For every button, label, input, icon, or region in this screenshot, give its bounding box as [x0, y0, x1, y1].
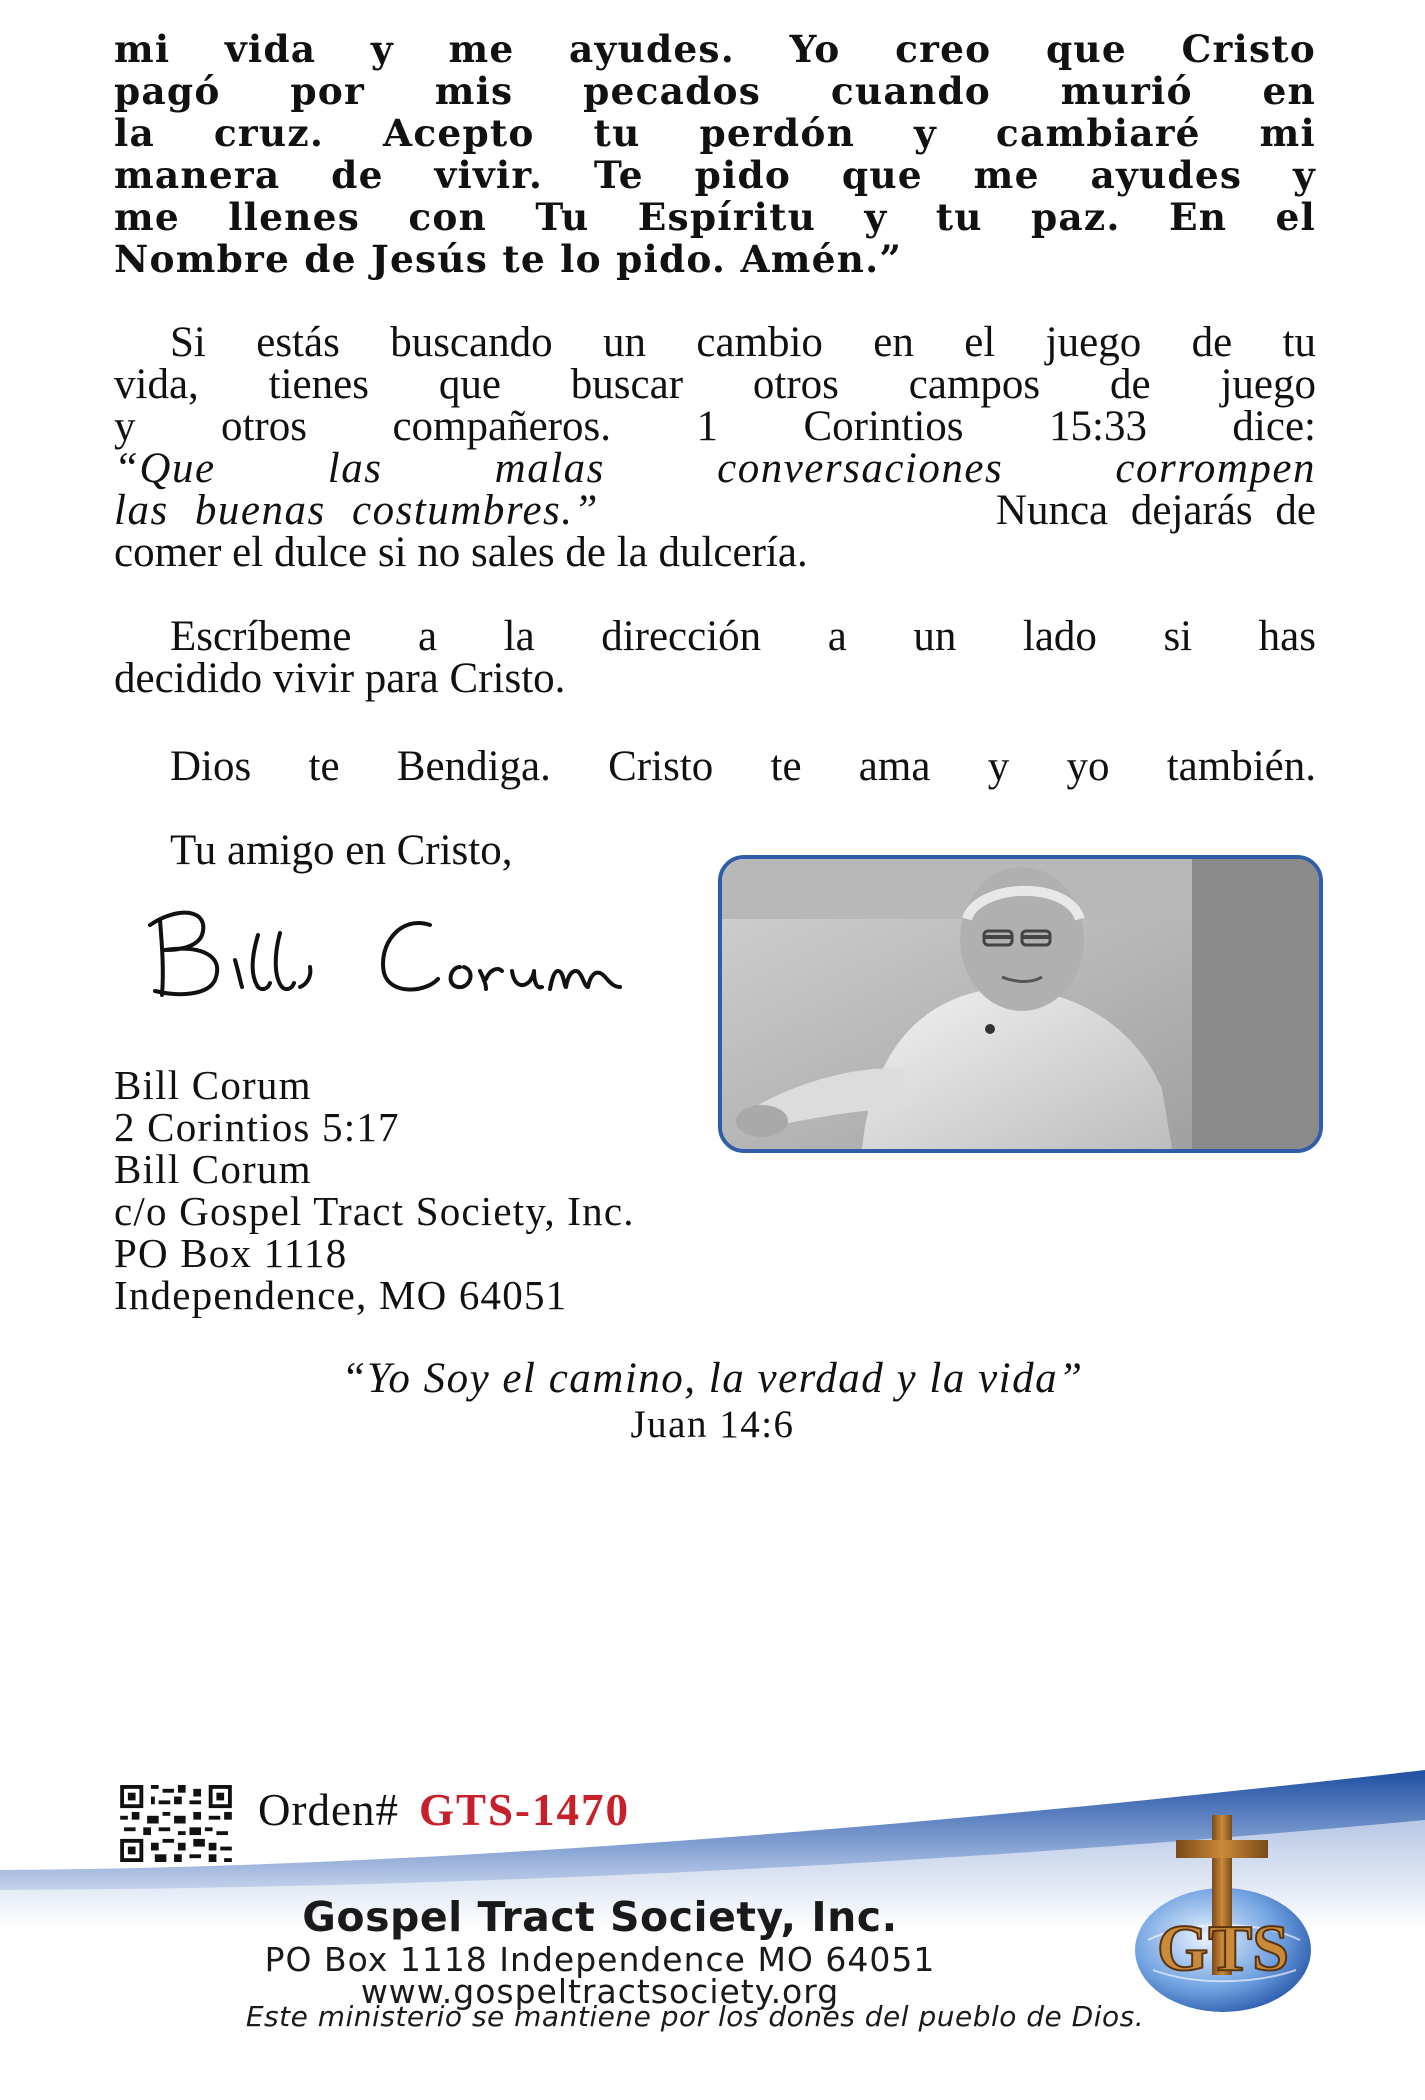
paragraph-line: Escríbeme a la dirección a un lado si has: [170, 613, 1316, 660]
footer-tagline: Este ministerio se mantiene por los dones del pueblo de Dios.: [245, 2000, 1145, 2033]
paragraph-line: Si estás buscando un cambio en el juego de tu: [170, 319, 1316, 366]
paragraph-write-me: [114, 613, 1316, 702]
paragraph-line: [114, 487, 1316, 534]
order-label: Orden#: [258, 1785, 399, 1835]
blessing: [114, 743, 1316, 790]
blessing-text: Dios te Bendiga. Cristo te ama y yo también.: [170, 743, 1316, 790]
quote-reference: Juan 14:6: [630, 1403, 795, 1446]
quote-text: “Yo Soy el camino, la verdad y la vida”: [341, 1355, 1084, 1402]
address-line: Independence, MO 64051: [114, 1272, 568, 1318]
prayer-line: mi vida y me ayudes. Yo creo que Cristo: [114, 27, 1316, 71]
scripture-quote-line: “Que las malas conversaciones corrompen: [114, 445, 1316, 492]
address-line: Bill Corum: [114, 1062, 312, 1108]
paragraph-line: comer el dulce si no sales de la dulcería.: [114, 529, 808, 576]
order-code: GTS-1470: [418, 1785, 630, 1835]
prayer-line: la cruz. Acepto tu perdón y cambiaré mi: [114, 111, 1316, 155]
order-number: [258, 1784, 630, 1836]
footer-website: www.gospeltractsociety.org: [360, 1972, 840, 2011]
paragraph-line: vida, tienes que buscar otros campos de juego: [114, 361, 1316, 408]
gts-logo-icon: [1128, 1810, 1318, 2015]
qr-code-icon: [120, 1785, 232, 1862]
logo-letters: GTS: [1156, 1912, 1290, 1985]
paragraph-change: [114, 319, 1316, 576]
paragraph-line: y otros compañeros. 1 Corintios 15:33 dice:: [114, 403, 1316, 450]
address-block: [114, 1064, 914, 1316]
address-line: c/o Gospel Tract Society, Inc.: [114, 1188, 635, 1234]
address-line: Bill Corum: [114, 1146, 312, 1192]
scripture-quote-end: las buenas costumbres.”: [114, 487, 599, 534]
paragraph-line-rest: Nunca dejarás de: [995, 487, 1316, 534]
signature-image: [140, 895, 680, 1005]
prayer-line: me llenes con Tu Espíritu y tu paz. En el: [114, 195, 1316, 239]
closing-text: Tu amigo en Cristo,: [170, 827, 513, 874]
paragraph-line: decidido vivir para Cristo.: [114, 655, 566, 702]
scripture-quote: [100, 1355, 1325, 1447]
prayer-line: pagó por mis pecados cuando murió en: [114, 69, 1316, 113]
prayer-paragraph: [114, 28, 1316, 280]
footer-org-name: Gospel Tract Society, Inc.: [302, 1893, 898, 1941]
prayer-line: manera de vivir. Te pido que me ayudes y: [114, 153, 1316, 197]
address-line: PO Box 1118: [114, 1230, 348, 1276]
prayer-line: Nombre de Jesús te lo pido. Amén.”: [114, 237, 903, 281]
footer-address: PO Box 1118 Independence MO 64051: [264, 1940, 936, 1979]
address-line: 2 Corintios 5:17: [114, 1104, 400, 1150]
